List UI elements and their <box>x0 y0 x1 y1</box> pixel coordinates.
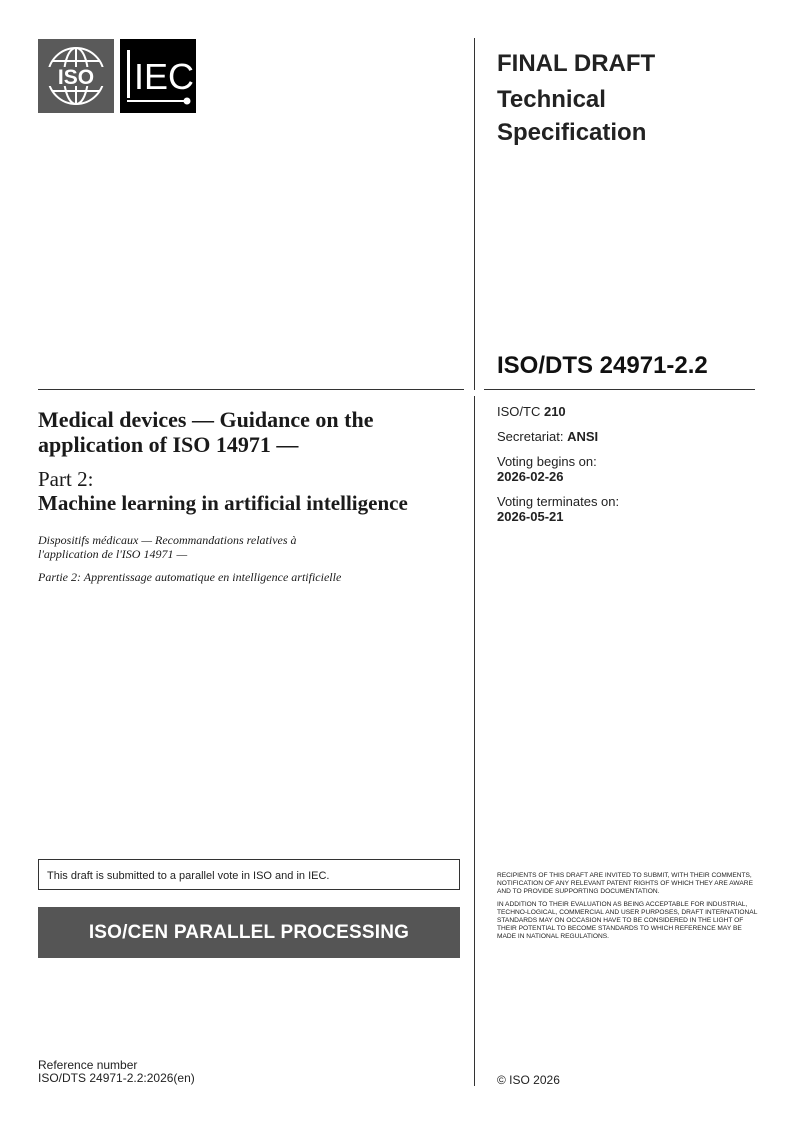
horizontal-rule-right <box>484 389 755 390</box>
reference-label: Reference number <box>38 1058 138 1072</box>
voting-begins-label: Voting begins on: <box>497 454 597 469</box>
title-block <box>38 407 458 584</box>
horizontal-rule-left <box>38 389 464 390</box>
parallel-processing-banner: ISO/CEN PARALLEL PROCESSING <box>38 907 460 958</box>
secretariat-row <box>497 429 619 444</box>
iso-logo <box>38 39 114 113</box>
patent-notice <box>497 872 759 941</box>
committee-value: 210 <box>543 404 566 419</box>
iec-mark-icon <box>120 39 196 113</box>
secretariat-value: ANSI <box>567 429 599 444</box>
french-title: Dispositifs médicaux — Recommandations relatives à l'application de l'ISO 14971 — <box>38 533 297 561</box>
notice-paragraph: RECIPIENTS OF THIS DRAFT ARE INVITED TO SUBMIT, WITH THEIR COMMENTS, NOTIFICATION OF ANY RELEVANT PATENT RIGHTS OF WHICH THEY ARE AWARE AND TO PROVIDE SUPPORTING DOCUMENTATION. <box>497 872 753 895</box>
voting-begins-date: 2026-02-26 <box>497 469 564 484</box>
document-status-header <box>497 49 727 149</box>
voting-ends-label: Voting terminates on: <box>497 494 620 509</box>
secretariat-label: Secretariat: <box>497 429 564 444</box>
document-reference: ISO/DTS 24971-2.2 <box>497 352 708 379</box>
part-label: Part 2: <box>38 467 94 491</box>
iec-logo-text: IEC <box>134 56 195 97</box>
reference-value: ISO/DTS 24971-2.2:2026(en) <box>38 1071 195 1085</box>
committee-row <box>497 404 619 419</box>
iso-logo-text: ISO <box>57 66 95 89</box>
parallel-vote-notice: This draft is submitted to a parallel vote in ISO and in IEC. <box>38 859 460 890</box>
voting-ends-date: 2026-05-21 <box>497 509 564 524</box>
document-title: Medical devices — Guidance on the application of ISO 14971 — <box>38 407 374 457</box>
reference-number <box>38 1059 195 1085</box>
committee-label: ISO/TC <box>497 404 541 419</box>
part-title: Machine learning in artificial intelligence <box>38 491 408 515</box>
column-divider-top <box>474 38 475 390</box>
draft-status: FINAL DRAFT <box>497 50 656 77</box>
document-type: Technical Specification <box>497 86 647 146</box>
document-meta <box>497 404 619 524</box>
iec-logo <box>120 39 196 113</box>
notice-paragraph: IN ADDITION TO THEIR EVALUATION AS BEING ACCEPTABLE FOR INDUSTRIAL, TECHNO-LOGICAL, COMMERCIAL AND USER PURPOSES, DRAFT INTERNATIONAL STANDARDS MAY ON OCCASION HAVE TO BE CONSIDERED IN THE LIGHT OF THEIR POTENTIAL TO BECOME STANDARDS TO WHICH REFERENCE MAY BE MADE IN NATIONAL REGULATIONS. <box>497 901 758 940</box>
iso-globe-icon <box>38 39 114 113</box>
copyright: © ISO 2026 <box>497 1073 560 1087</box>
french-part-title: Partie 2: Apprentissage automatique en intelligence artificielle <box>38 570 342 584</box>
column-divider-bottom <box>474 396 475 1086</box>
